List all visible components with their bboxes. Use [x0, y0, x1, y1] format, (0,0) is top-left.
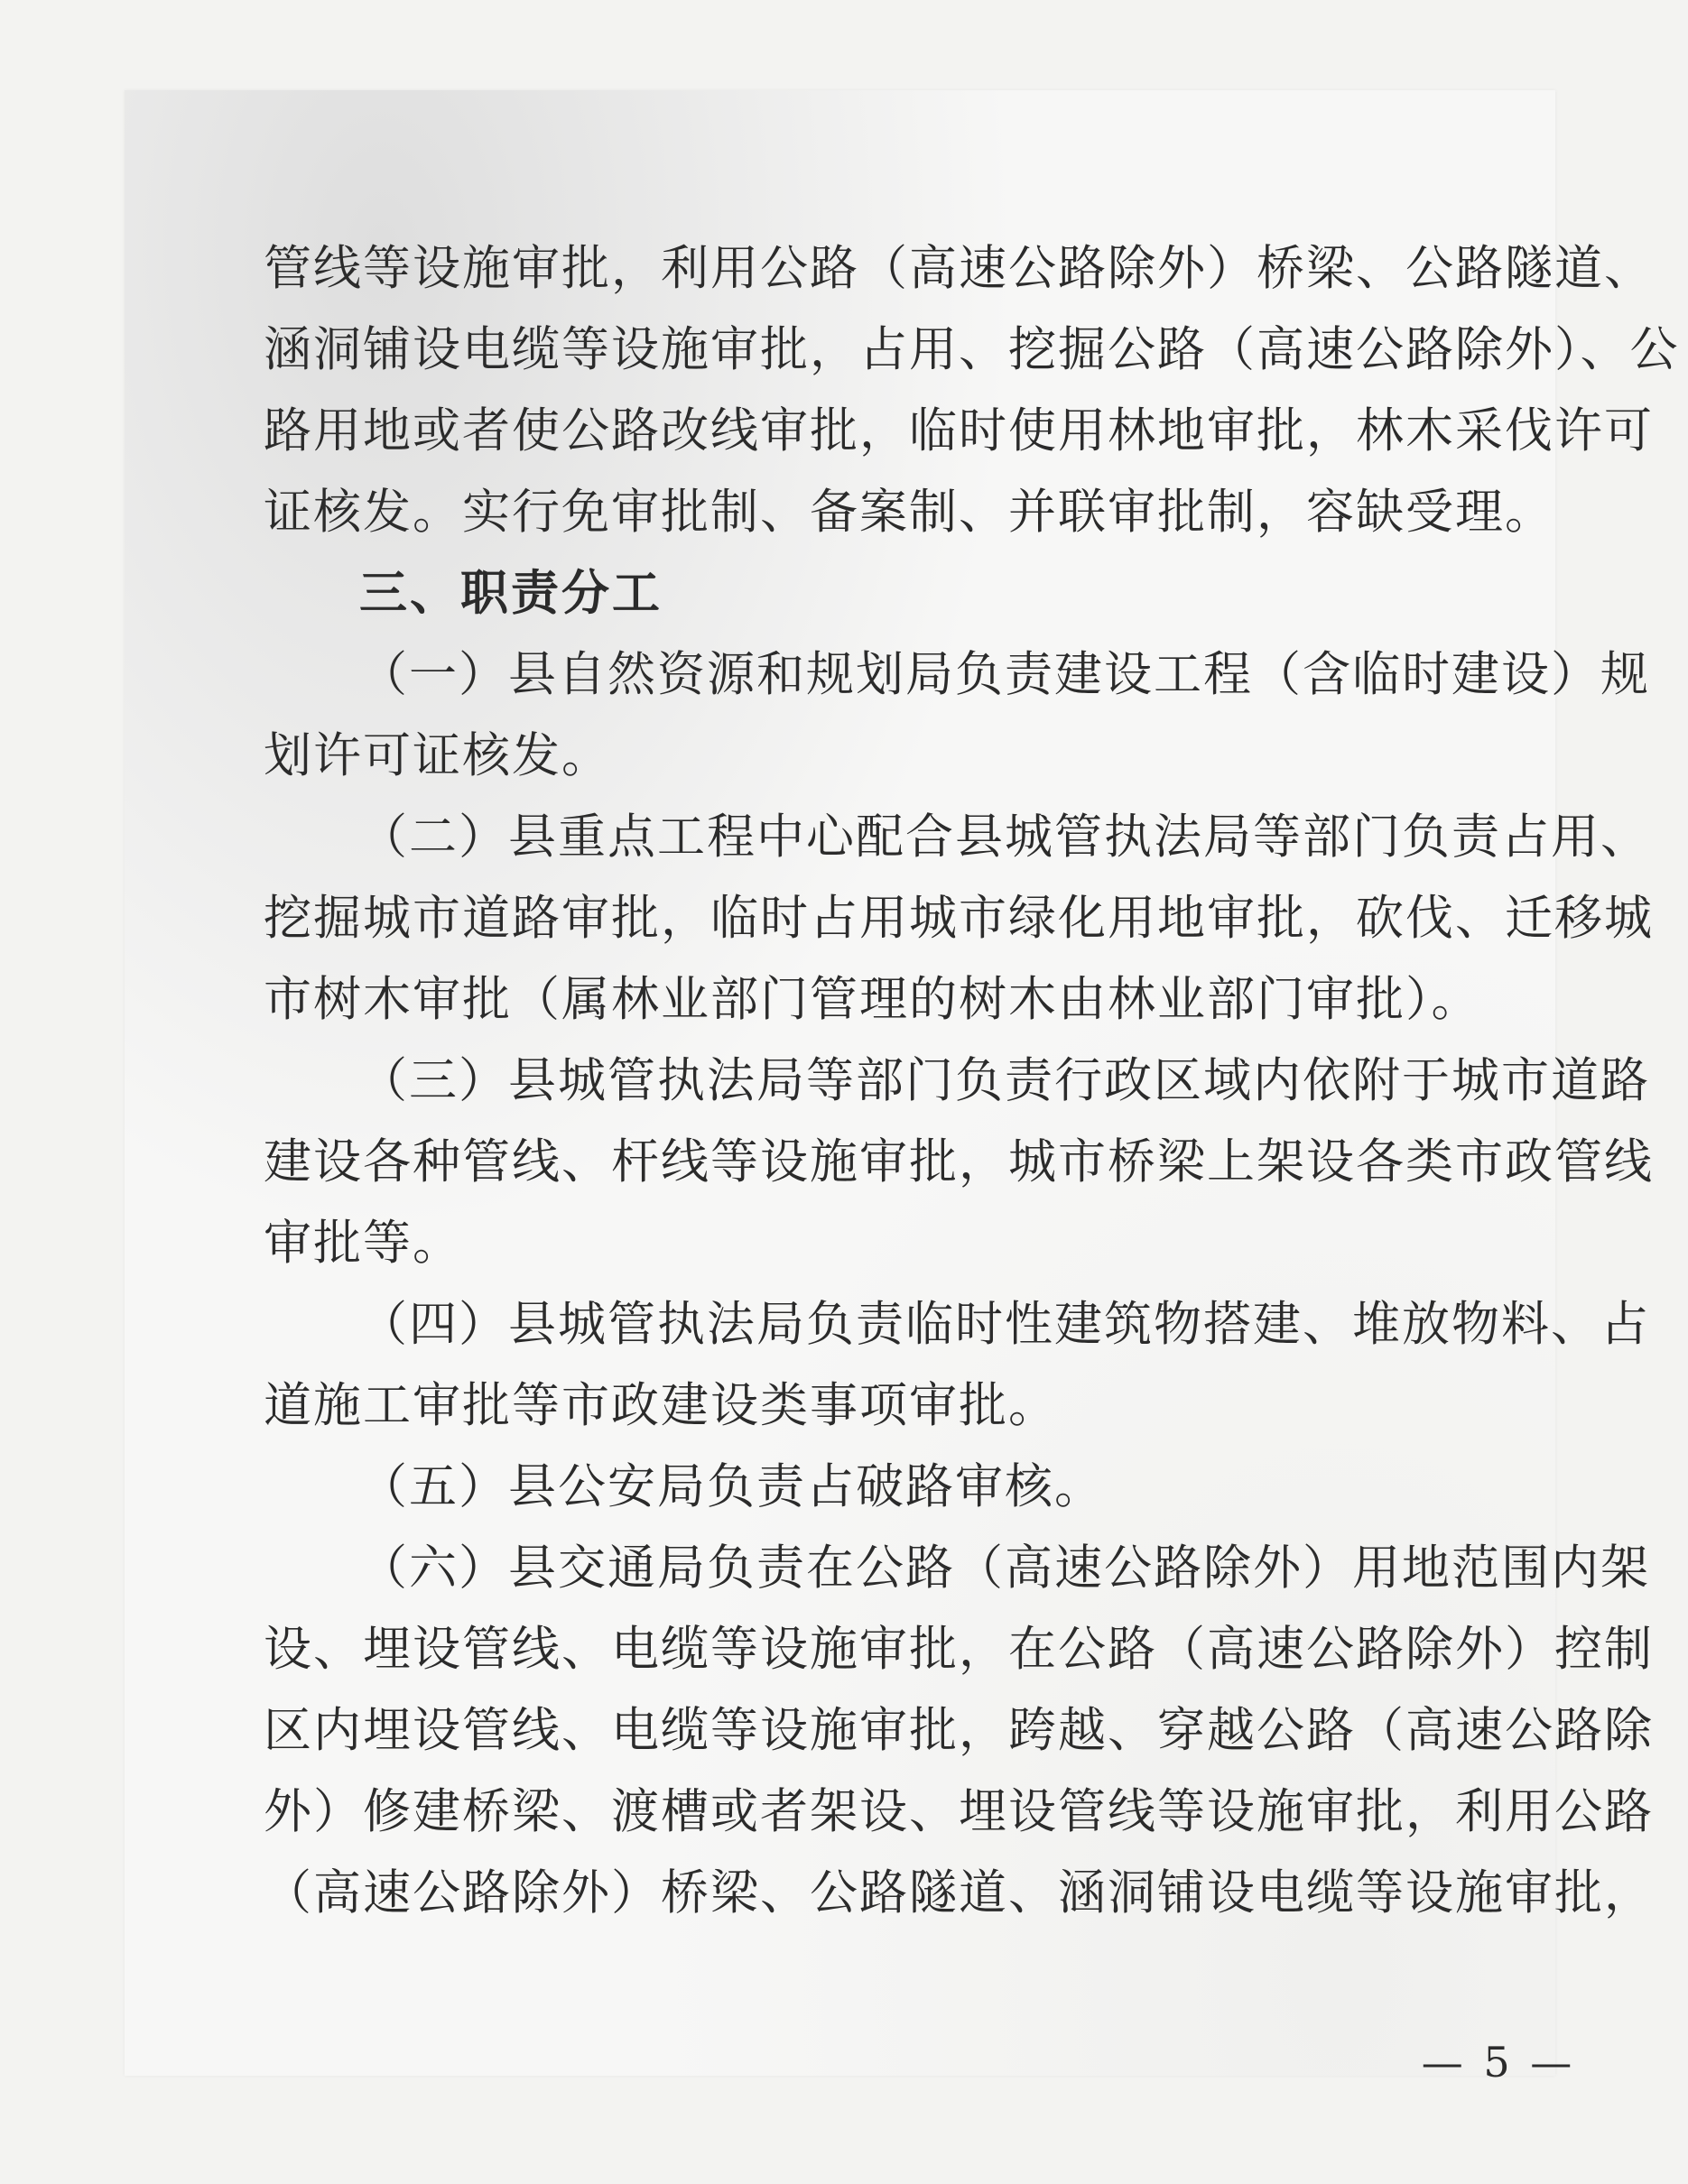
section-heading: 三、职责分工 — [359, 566, 663, 621]
text-line: 市树木审批（属林业部门管理的树木由林业部门审批）。 — [264, 972, 1481, 1027]
text-line: （高速公路除外）桥梁、公路隧道、涵洞铺设电缆等设施审批， — [264, 1865, 1654, 1920]
text-line: （三）县城管执法局等部门负责行政区域内依附于城市道路 — [359, 1053, 1650, 1108]
text-line: （五）县公安局负责占破路审核。 — [359, 1459, 1104, 1514]
text-line: 路用地或者使公路改线审批，临时使用林地审批，林木采伐许可 — [264, 403, 1654, 458]
text-line: （一）县自然资源和规划局负责建设工程（含临时建设）规 — [359, 647, 1650, 702]
text-line: 管线等设施审批，利用公路（高速公路除外）桥梁、公路隧道、 — [264, 241, 1654, 296]
text-line: 设、埋设管线、电缆等设施审批，在公路（高速公路除外）控制 — [264, 1622, 1654, 1677]
text-line: 划许可证核发。 — [264, 728, 611, 783]
document-page — [125, 90, 1680, 2087]
text-line: 审批等。 — [264, 1216, 462, 1271]
text-line: 区内埋设管线、电缆等设施审批，跨越、穿越公路（高速公路除 — [264, 1703, 1654, 1758]
text-line: 涵洞铺设电缆等设施审批，占用、挖掘公路（高速公路除外）、公 — [264, 322, 1680, 377]
text-line: 建设各种管线、杆线等设施审批，城市桥梁上架设各类市政管线 — [264, 1134, 1654, 1189]
text-line: 道施工审批等市政建设类事项审批。 — [264, 1378, 1058, 1433]
page-number: — 5 — — [1421, 2038, 1576, 2087]
text-line: 挖掘城市道路审批，临时占用城市绿化用地审批，砍伐、迁移城 — [264, 891, 1654, 946]
text-line: 证核发。实行免审批制、备案制、并联审批制，容缺受理。 — [264, 485, 1554, 540]
text-line: 外）修建桥梁、渡槽或者架设、埋设管线等设施审批，利用公路 — [264, 1784, 1654, 1839]
text-line: （四）县城管执法局负责临时性建筑物搭建、堆放物料、占 — [359, 1297, 1650, 1352]
text-line: （六）县交通局负责在公路（高速公路除外）用地范围内架 — [359, 1541, 1650, 1596]
text-line: （二）县重点工程中心配合县城管执法局等部门负责占用、 — [359, 810, 1650, 865]
